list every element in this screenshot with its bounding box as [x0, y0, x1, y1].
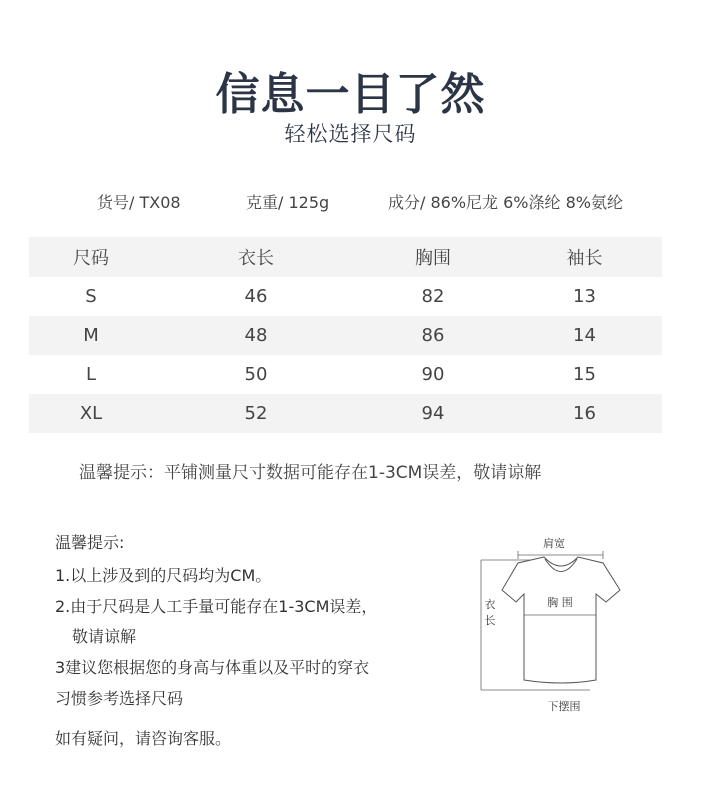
- notes-heading: 温馨提示:: [55, 533, 125, 552]
- note-line-2: 2.由于尺码是人工手量可能存在1-3CM误差，: [55, 597, 378, 616]
- cell-size: S: [85, 286, 97, 307]
- measure-tip: 温馨提示：平铺测量尺寸数据可能存在1-3CM误差，敬请谅解: [79, 463, 542, 483]
- note-line-3b: 习惯参考选择尺码: [55, 689, 184, 708]
- spec-item-no: 货号/ TX08: [97, 193, 181, 212]
- cell-sleeve: 13: [573, 286, 596, 307]
- cell-size: XL: [79, 403, 103, 424]
- spec-composition: 成分/ 86%尼龙 6%涤纶 8%氨纶: [388, 193, 623, 212]
- length-measure-line: [481, 560, 590, 690]
- tshirt-outline: [502, 557, 620, 683]
- cell-size: L: [85, 364, 97, 385]
- page-title: 信息一目了然: [215, 69, 486, 120]
- cell-chest: 90: [421, 364, 445, 385]
- shoulder-label: 肩宽: [543, 537, 565, 550]
- cell-length: 48: [244, 325, 268, 346]
- cell-size: M: [83, 325, 99, 346]
- hem-label: 下摆围: [547, 700, 581, 713]
- cell-chest: 82: [421, 286, 445, 307]
- cell-sleeve: 15: [573, 364, 596, 385]
- shoulder-measure-line: [518, 551, 603, 559]
- note-line-2b: 敬请谅解: [72, 627, 137, 646]
- length-label-top: 衣: [484, 598, 496, 611]
- cell-sleeve: 14: [573, 325, 596, 346]
- cell-length: 46: [244, 286, 268, 307]
- header-sleeve: 袖长: [566, 248, 603, 269]
- cell-length: 52: [244, 403, 268, 424]
- contact-note: 如有疑问，请咨询客服。: [55, 729, 232, 748]
- cell-sleeve: 16: [573, 403, 596, 424]
- chest-label: 胸 围: [547, 596, 573, 609]
- spec-weight: 克重/ 125g: [246, 193, 330, 212]
- table-row: [29, 277, 662, 316]
- header-chest: 胸围: [415, 248, 451, 269]
- note-line-1: 1.以上涉及到的尺码均为CM。: [55, 566, 272, 585]
- table-row: [29, 355, 662, 394]
- header-length: 衣长: [238, 248, 274, 269]
- table-row: [29, 316, 662, 355]
- cell-chest: 86: [421, 325, 445, 346]
- cell-length: 50: [244, 364, 268, 385]
- tshirt-measure-diagram: [472, 530, 632, 720]
- table-header-row: [29, 237, 662, 277]
- page-subtitle: 轻松选择尺码: [284, 122, 417, 146]
- length-label-bottom: 长: [484, 614, 496, 627]
- size-table: [29, 237, 662, 433]
- note-line-3: 3建议您根据您的身高与体重以及平时的穿衣: [55, 658, 370, 677]
- header-size: 尺码: [73, 248, 109, 269]
- table-row: [29, 394, 662, 433]
- cell-chest: 94: [421, 403, 445, 424]
